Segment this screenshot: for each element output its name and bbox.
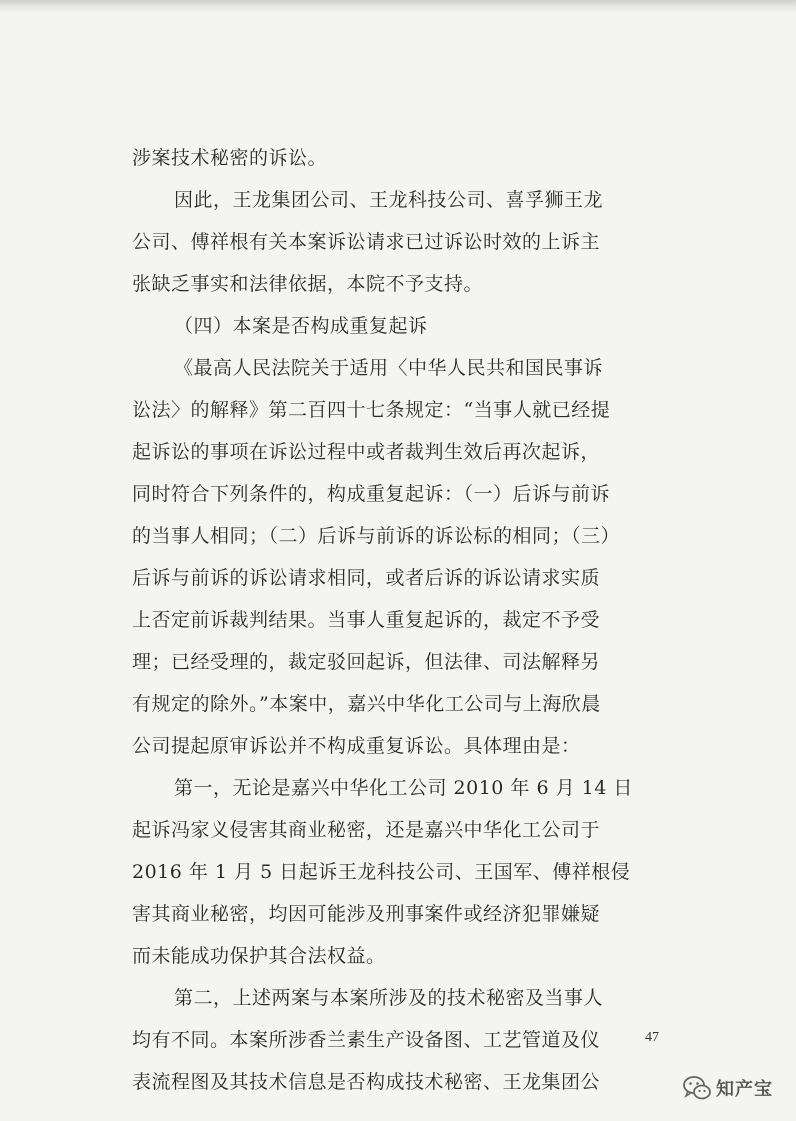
- text-line: 均有不同。本案所涉香兰素生产设备图、工艺管道及仪: [132, 1029, 601, 1051]
- text-line: 《最高人民法院关于适用〈中华人民共和国民事诉: [174, 357, 604, 379]
- text-line: 涉案技术秘密的诉讼。: [132, 147, 328, 169]
- text-line: 2016 年 1 月 5 日起诉王龙科技公司、王国军、傅祥根侵: [132, 861, 631, 883]
- text-line: 第一，无论是嘉兴中华化工公司 2010 年 6 月 14 日: [174, 777, 633, 799]
- text-line: 的当事人相同；（二）后诉与前诉的诉讼标的相同；（三）: [132, 525, 621, 547]
- text-line: 有规定的除外。”本案中，嘉兴中华化工公司与上海欣晨: [132, 693, 601, 715]
- text-line: 张缺乏事实和法律依据，本院不予支持。: [132, 273, 484, 295]
- text-line: 讼法〉的解释》第二百四十七条规定：“当事人就已经提: [132, 399, 611, 421]
- section-heading: （四）本案是否构成重复起诉: [174, 315, 428, 337]
- text-line: 第二，上述两案与本案所涉及的技术秘密及当事人: [174, 987, 604, 1009]
- scan-edge-shadow: [0, 0, 796, 14]
- text-line: 起诉冯家义侵害其商业秘密，还是嘉兴中华化工公司于: [132, 819, 601, 841]
- text-line: 害其商业秘密，均因可能涉及刑事案件或经济犯罪嫌疑: [132, 903, 601, 925]
- text-line: 因此，王龙集团公司、王龙科技公司、喜孚狮王龙: [174, 189, 604, 211]
- text-line: 理；已经受理的，裁定驳回起诉，但法律、司法解释另: [132, 651, 601, 673]
- text-line: 起诉讼的事项在诉讼过程中或者裁判生效后再次起诉，: [132, 441, 601, 463]
- wechat-icon: [682, 1074, 712, 1102]
- text-line: 上否定前诉裁判结果。当事人重复起诉的，裁定不予受: [132, 609, 601, 631]
- text-line: 后诉与前诉的诉讼请求相同，或者后诉的诉讼请求实质: [132, 567, 601, 589]
- watermark: [682, 1071, 773, 1105]
- text-line: 表流程图及其技术信息是否构成技术秘密、王龙集团公: [132, 1071, 601, 1093]
- watermark-text: 知产宝: [716, 1079, 773, 1100]
- page-number: 47: [645, 1030, 659, 1045]
- text-line: 同时符合下列条件的，构成重复起诉：（一）后诉与前诉: [132, 483, 611, 505]
- text-line: 而未能成功保护其合法权益。: [132, 945, 386, 967]
- text-line: 公司提起原审诉讼并不构成重复诉讼。具体理由是：: [132, 735, 581, 757]
- text-line: 公司、傅祥根有关本案诉讼请求已过诉讼时效的上诉主: [132, 231, 601, 253]
